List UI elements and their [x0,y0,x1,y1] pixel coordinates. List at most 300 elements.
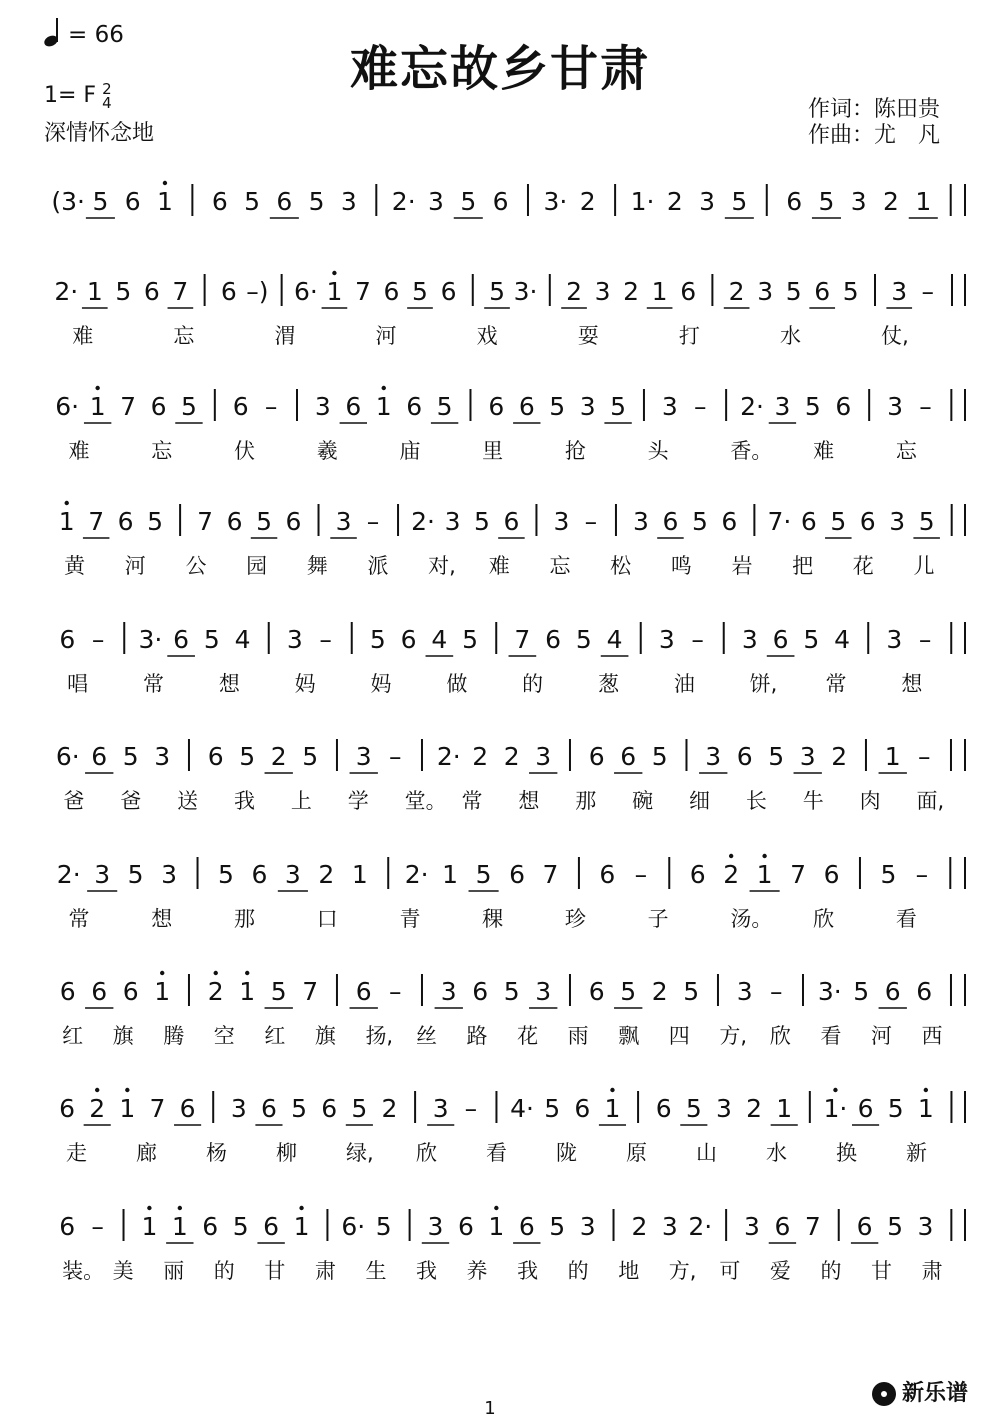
lyric-syllable: 忘 [151,439,173,463]
notation-symbol: –) [246,277,269,306]
notation-symbol: 2 [472,742,489,771]
lyric-syllable: 耍 [577,324,599,348]
notation-symbol: 6 [122,977,139,1006]
notation-symbol: 7 [88,507,105,536]
notation-symbol: 6 [588,977,605,1006]
notation-line [0,1087,1000,1137]
notation-symbol: 2 [831,742,848,771]
notation-symbol: 5 [115,277,132,306]
notation-symbol: 3 [658,625,675,654]
notation-symbol: 6 [59,1094,76,1123]
lyric-syllable: 路 [466,1024,488,1048]
lyric-syllable: 扬, [365,1024,394,1048]
lyric-syllable: 甘 [264,1259,286,1283]
lyric-syllable: 送 [177,789,199,813]
lyric-syllable: 生 [365,1259,387,1283]
lyric-syllable: 肉 [859,789,881,813]
lyric-syllable: 常 [825,672,847,696]
notation-symbol: 1 [651,277,668,306]
notation-symbol: 6 [599,860,616,889]
notation-symbol: 5 [181,392,197,421]
notation-symbol: 3 [579,392,596,421]
lyric-syllable: 常 [68,907,90,931]
lyric-syllable: 爱 [769,1259,791,1283]
notation-symbol: 5 [503,977,520,1006]
notation-symbol: 2 [503,742,520,771]
notation-symbol: 3 [917,1212,934,1241]
lyric-syllable: 红 [62,1024,84,1048]
notation-symbol: 5 [691,507,708,536]
notation-symbol: 3 [736,977,753,1006]
lyrics-line [0,320,1000,360]
notation-symbol: 5 [685,1094,702,1123]
notation-symbol: 5 [785,277,802,306]
notation-symbol: 1 [776,1094,793,1123]
notation-symbol: 3 [284,860,301,889]
notation-symbol: 1 [239,977,256,1006]
notation-symbol: – [264,392,278,421]
notation-symbol: 2· [56,860,81,889]
notation-symbol: 5 [880,860,897,889]
lyric-syllable: 学 [347,789,369,813]
notation-symbol: 5 [92,187,109,216]
high-octave-dot [382,386,386,390]
notation-symbol: 6 [383,277,400,306]
notation-symbol: 2· [436,742,461,771]
notation-line [0,735,1000,785]
notation-symbol: 3 [444,507,461,536]
lyric-syllable: 水 [766,1141,787,1165]
lyrics-line [0,1020,1000,1060]
notation-symbol: 2· [391,187,416,216]
high-octave-dot [299,1206,303,1210]
notation-symbol: 6 [179,1094,196,1123]
notation-symbol: 1 [442,860,459,889]
notation-symbol: – [917,742,931,771]
lyric-syllable: 的 [567,1259,589,1283]
lyric-syllable: 羲 [316,439,338,463]
notation-symbol: 7· [767,507,792,536]
notation-symbol: 7 [542,860,559,889]
notation-symbol: 5 [291,1094,308,1123]
lyric-syllable: 欣 [769,1024,791,1048]
lyric-syllable: 舞 [306,554,328,578]
lyric-syllable: 河 [124,554,146,578]
high-octave-dot [214,971,218,975]
time-signature [102,82,112,110]
lyric-syllable: 可 [719,1259,741,1283]
lyric-syllable: 廊 [136,1141,157,1165]
notation-symbol: 5 [804,392,821,421]
lyric-syllable: 走 [66,1141,87,1165]
lyric-syllable: 我 [234,789,255,813]
lyric-syllable: 渭 [274,324,296,348]
notation-symbol: 2· [54,277,79,306]
score-system [0,270,1000,380]
notation-symbol: 3 [757,277,774,306]
lyric-syllable: 忘 [895,439,917,463]
notation-symbol: 6 [220,277,237,306]
lyric-syllable: 杨 [206,1141,227,1165]
notation-symbol: 1 [156,187,173,216]
lyric-syllable: 方, [719,1024,748,1048]
lyric-syllable: 难 [488,554,510,578]
lyric-syllable: 松 [610,554,632,578]
high-octave-dot [494,1206,498,1210]
notation-symbol: 5 [620,977,637,1006]
lyric-syllable: 饼, [749,672,778,696]
notation-symbol: 5 [270,977,287,1006]
notation-symbol: 1 [58,507,75,536]
notation-line [0,270,1000,320]
notation-symbol: 3 [432,1094,449,1123]
notation-symbol: 3 [741,625,758,654]
page-number: 1 [484,1398,496,1419]
notation-symbol: – [919,392,932,421]
notation-symbol: 6 [472,977,489,1006]
notation-symbol: 5 [218,860,234,889]
notation-symbol: 6 [261,1094,277,1123]
notation-symbol: 5 [475,860,492,889]
lyric-syllable: 原 [626,1141,647,1165]
notation-symbol: 5 [256,507,272,536]
notation-symbol: 6 [774,1212,791,1241]
lyric-syllable: 派 [367,554,389,578]
notation-symbol: 2· [404,860,429,889]
notation-symbol: 7 [354,277,371,306]
notation-symbol: 6 [400,625,417,654]
notation-symbol: 1 [351,860,368,889]
composer-credit: 作曲：尤 凡 [808,123,941,148]
notation-symbol: 3 [579,1212,596,1241]
lyric-syllable: 方, [668,1259,697,1283]
notation-symbol: 2 [318,860,335,889]
notation-symbol: 5 [369,625,386,654]
notation-symbol: 3 [799,742,816,771]
lyric-syllable: 珍 [564,907,586,931]
notation-symbol: 5 [412,277,428,306]
notation-symbol: 6 [251,860,268,889]
notation-symbol: 3 [161,860,178,889]
lyric-syllable: 甘 [871,1259,892,1283]
lyric-syllable: 稞 [482,907,504,931]
notation-symbol: 7 [149,1094,166,1123]
score-system [0,1087,1000,1197]
lyric-syllable: 香。 [730,439,773,463]
lyric-syllable: 肃 [314,1259,336,1283]
lyric-syllable: 难 [813,439,835,463]
lyric-syllable: 想 [518,789,540,813]
notation-symbol: 6 [143,277,160,306]
notation-symbol: 2 [651,977,668,1006]
notation-symbol: 6 [117,507,134,536]
record-disc-icon [872,1382,896,1406]
notation-line [0,618,1000,668]
notation-symbol: 5 [351,1094,368,1123]
high-octave-dot [762,854,766,858]
notation-symbol: 3 [699,187,716,216]
notation-symbol: 6· [341,1212,366,1241]
lyric-syllable: 细 [689,789,710,813]
lyrics-line [0,668,1000,708]
lyric-syllable: 想 [901,672,923,696]
notation-symbol: (3· [51,187,85,216]
lyric-syllable: 难 [68,439,90,463]
lyric-syllable: 打 [678,324,700,348]
notation-symbol: 6 [680,277,697,306]
notation-symbol: 5 [731,187,748,216]
score-system [0,735,1000,845]
notation-symbol: 6 [492,187,509,216]
notation-symbol: 5 [803,625,820,654]
notation-symbol: 1 [604,1094,621,1123]
notation-symbol: 5 [683,977,700,1006]
lyric-syllable: 红 [264,1024,286,1048]
score-system [0,853,1000,963]
notation-symbol: 7 [804,1212,821,1241]
notation-symbol: 6 [859,507,876,536]
notation-symbol: 6 [321,1094,338,1123]
lyric-syllable: 仗, [881,324,909,348]
notation-symbol: 5 [436,392,453,421]
notation-symbol: 5 [147,507,164,536]
lyric-syllable: 丽 [163,1259,185,1283]
lyric-syllable: 装。 [62,1259,105,1283]
lyric-syllable: 欣 [416,1141,437,1165]
notation-symbol: 2 [579,187,596,216]
high-octave-dot [729,854,733,858]
notation-symbol: 1 [89,392,106,421]
notation-symbol: 6 [884,977,901,1006]
lyric-syllable: 雨 [567,1024,589,1048]
notation-symbol: 1 [171,1212,188,1241]
high-octave-dot [147,1206,151,1210]
notation-symbol: 3 [661,392,678,421]
lyric-syllable: 飘 [618,1024,640,1048]
notation-symbol: 6 [736,742,753,771]
high-octave-dot [65,501,69,505]
lyric-syllable: 面, [916,789,945,813]
notation-symbol: 5 [489,277,505,306]
lyric-syllable: 上 [290,789,312,813]
notation-symbol: 6 [689,860,706,889]
notation-symbol: 6 [276,187,293,216]
notation-line [0,970,1000,1020]
notation-symbol: – [464,1094,478,1123]
lyric-syllable: 水 [780,324,801,348]
lyric-syllable: 花 [852,554,874,578]
notation-symbol: 6 [406,392,423,421]
notation-symbol: 6· [293,277,318,306]
notation-symbol: 6 [574,1094,591,1123]
notation-symbol: 6 [457,1212,474,1241]
notation-symbol: 5 [842,277,859,306]
lyrics-line [0,785,1000,825]
lyric-syllable: 口 [316,907,338,931]
high-octave-dot [125,1088,129,1092]
high-octave-dot [160,971,164,975]
notation-symbol: 3 [335,507,352,536]
notation-symbol: – [91,625,105,654]
lyric-syllable: 青 [399,907,421,931]
notation-symbol: 5 [887,1094,904,1123]
lyrics-line [0,550,1000,590]
notation-symbol: – [388,977,402,1006]
notation-symbol: – [388,742,402,771]
notation-symbol: 5 [474,507,490,536]
high-octave-dot [833,1088,837,1092]
notation-line [0,180,1000,230]
notation-symbol: 5 [232,1212,249,1241]
notation-symbol: 6 [518,1212,535,1241]
song-title: 难忘故乡甘肃 [349,41,650,97]
lyric-syllable: 伏 [234,439,255,463]
lyric-syllable: 头 [647,439,669,463]
notation-symbol: 5 [244,187,261,216]
notation-symbol: 6 [814,277,831,306]
lyric-syllable: 做 [446,672,468,696]
notation-symbol: 3 [886,625,903,654]
notation-symbol: 6 [150,392,167,421]
notation-symbol: 5 [302,742,319,771]
notation-symbol: 6 [518,392,535,421]
notation-line [0,1205,1000,1255]
notation-symbol: 6 [232,392,249,421]
lyric-syllable: 抢 [564,439,586,463]
lyric-syllable: 鸣 [670,554,692,578]
notation-symbol: 1 [915,187,932,216]
notation-symbol: 6 [202,1212,219,1241]
notation-symbol: 6 [509,860,525,889]
lyric-syllable: 油 [673,672,695,696]
notation-symbol: 6· [55,742,80,771]
lyric-syllable: 忘 [173,324,195,348]
notation-symbol: 3 [744,1212,760,1241]
high-octave-dot [178,1206,182,1210]
notation-symbol: 6 [285,507,302,536]
lyricist-credit: 作词：陈田贵 [808,97,941,122]
lyric-syllable: 妈 [370,672,392,696]
notation-symbol: 1 [293,1212,310,1241]
notation-symbol: – [691,625,704,654]
notation-symbol: – [694,392,707,421]
notation-symbol: – [319,625,332,654]
notation-symbol: 6 [173,625,190,654]
notation-symbol: 2 [566,277,582,306]
notation-symbol: 6 [772,625,789,654]
lyric-syllable: 对, [428,554,456,578]
notation-symbol: 2 [746,1094,763,1123]
notation-symbol: 6 [857,1094,874,1123]
notation-symbol: 6 [59,1212,76,1241]
lyric-syllable: 庙 [399,439,421,463]
notation-symbol: 5 [853,977,870,1006]
notation-symbol: 2 [728,277,745,306]
lyric-syllable: 岩 [731,554,753,578]
notation-symbol: 2 [623,277,640,306]
notation-symbol: 5 [460,187,477,216]
notation-line [0,500,1000,550]
notation-symbol: 3 [774,392,791,421]
lyric-syllable: 子 [647,907,669,931]
notation-line [0,853,1000,903]
notation-symbol: 6 [91,977,108,1006]
notation-symbol: 6 [211,187,228,216]
notation-symbol: 3· [817,977,842,1006]
lyric-syllable: 爸 [63,789,85,813]
notation-symbol: 5 [203,625,220,654]
notation-symbol: 4 [606,625,623,654]
lyric-syllable: 葱 [598,672,619,696]
lyrics-line [0,903,1000,943]
notation-symbol: 3 [230,1094,247,1123]
high-octave-dot [95,386,99,390]
notation-symbol: 6 [916,977,933,1006]
notation-symbol: 3 [154,742,171,771]
notation-symbol: 6 [545,625,562,654]
notation-symbol: 1 [86,277,103,306]
notation-symbol: 1 [756,860,773,889]
lyric-syllable: 想 [151,907,173,931]
notation-symbol: 5 [830,507,847,536]
notation-symbol: 3· [138,625,163,654]
notation-symbol: 3 [535,977,552,1006]
notation-symbol: 3 [340,187,357,216]
notation-symbol: – [584,507,598,536]
high-octave-dot [924,1088,928,1092]
notation-symbol: 5 [818,187,835,216]
lyric-syllable: 长 [745,789,767,813]
lyric-syllable: 汤。 [730,907,773,931]
score-system [0,970,1000,1080]
notation-symbol: 5 [308,187,325,216]
notation-symbol: 7 [120,392,137,421]
lyric-syllable: 绿, [346,1141,374,1165]
notation-symbol: 6 [488,392,505,421]
lyrics-line [0,435,1000,475]
notation-symbol: 6 [345,392,362,421]
lyric-syllable: 黄 [64,554,86,578]
notation-symbol: 1· [630,187,655,216]
lyric-syllable: 把 [792,554,814,578]
notation-symbol: 4 [234,625,251,654]
notation-symbol: – [634,860,648,889]
notation-symbol: 6 [440,277,457,306]
notation-symbol: 2 [207,977,224,1006]
notation-symbol: 2 [89,1094,106,1123]
notation-symbol: 6 [59,625,76,654]
notation-symbol: 3 [535,742,552,771]
notation-symbol: 6 [823,860,840,889]
lyric-syllable: 旗 [112,1024,134,1048]
lyric-syllable: 丝 [416,1024,437,1048]
notation-symbol: 3 [889,507,906,536]
lyric-syllable: 四 [668,1024,690,1048]
lyric-syllable: 新 [906,1141,927,1165]
notation-symbol: 6 [226,507,243,536]
lyric-syllable: 山 [696,1141,717,1165]
lyric-syllable: 看 [486,1141,507,1165]
notation-symbol: 3· [513,277,538,306]
notation-symbol: 1 [141,1212,158,1241]
notation-symbol: 2· [688,1212,713,1241]
lyric-syllable: 养 [466,1259,488,1283]
lyric-syllable: 的 [820,1259,842,1283]
notation-symbol: 3 [440,977,457,1006]
lyrics-line [0,1255,1000,1295]
notation-symbol: 6 [263,1212,280,1241]
lyric-syllable: 我 [416,1259,437,1283]
